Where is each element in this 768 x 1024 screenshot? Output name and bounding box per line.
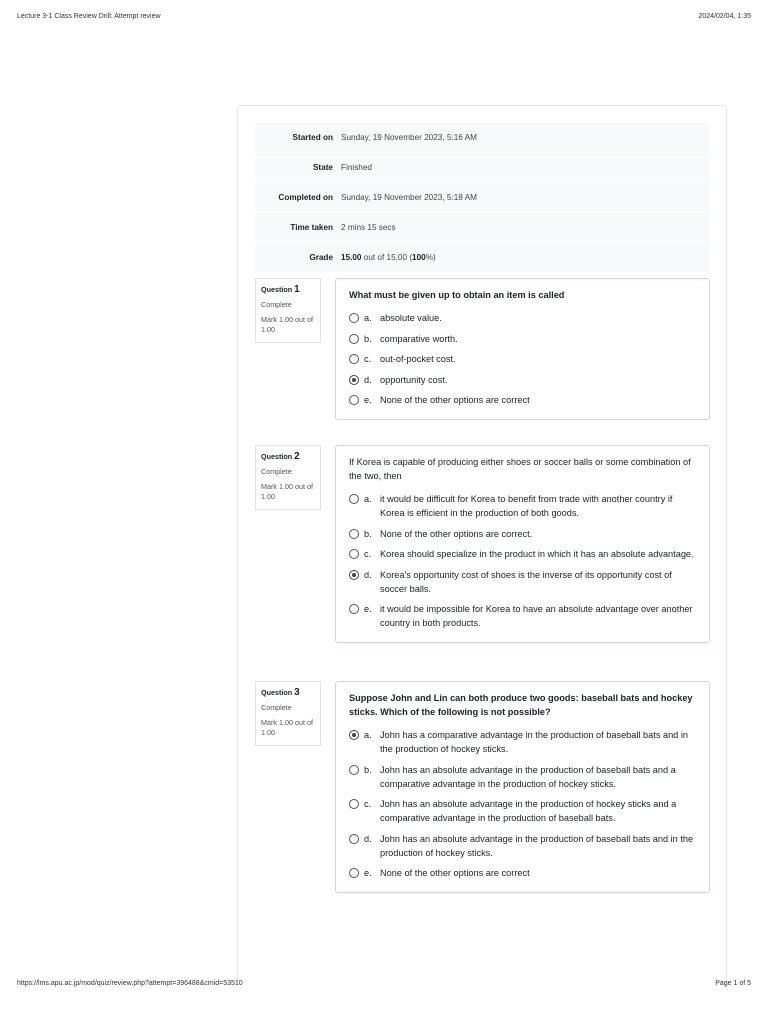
answer-text: Korea should specialize in the product in which it has an absolute advantage. (380, 549, 694, 559)
radio-button[interactable] (349, 834, 359, 844)
answer-option[interactable] (349, 832, 696, 860)
question-label: Question (261, 285, 295, 294)
answer-letter: e. (364, 868, 372, 878)
question-number-line (261, 686, 315, 701)
answer-letter: e. (364, 395, 372, 405)
question-mark: Mark 1.00 out of 1.00 (261, 314, 313, 335)
answer-text: John has an absolute advantage in the production of baseball bats and in the production of hockey sticks. (380, 833, 694, 858)
attempt-summary-table (255, 122, 710, 272)
answer-text: None of the other options are correct (380, 395, 530, 405)
summary-row-state (255, 152, 710, 182)
question-number: 2 (294, 451, 300, 462)
question-text: Suppose John and Lin can both produce two goods: baseball bats and hockey sticks. Which of the following is not possible? (349, 693, 693, 717)
answer-text: absolute value. (380, 313, 442, 323)
question-state: Complete (261, 702, 292, 712)
answer-option[interactable] (349, 547, 696, 561)
radio-button[interactable] (349, 765, 359, 775)
state-label: State (312, 163, 333, 172)
answer-option[interactable] (349, 568, 696, 596)
completed-label: Completed on (278, 193, 333, 202)
answer-letter: d. (364, 833, 372, 844)
answer-letter: a. (364, 494, 372, 504)
question-label: Question (261, 452, 295, 461)
question-number: 3 (294, 687, 300, 698)
question-number: 1 (294, 284, 300, 295)
answer-option[interactable] (349, 602, 696, 630)
answer-option[interactable] (349, 527, 696, 541)
question-state: Complete (261, 466, 292, 476)
radio-button[interactable] (349, 529, 359, 539)
question-content-1 (335, 278, 710, 420)
started-label: Started on (292, 133, 333, 142)
grade-percent-sign: %) (425, 253, 436, 262)
radio-button[interactable] (349, 604, 359, 614)
answer-option[interactable] (349, 797, 696, 825)
print-page-number: Page 1 of 5 (715, 980, 751, 987)
grade-score: 15.00 (341, 253, 362, 262)
radio-button-selected[interactable] (349, 730, 359, 740)
answer-letter: b. (364, 528, 372, 539)
answer-option[interactable] (349, 728, 696, 756)
question-number-line (261, 283, 315, 298)
answer-text: None of the other options are correct (380, 868, 530, 878)
answer-text: Korea's opportunity cost of shoes is the inverse of its opportunity cost of soccer balls. (380, 569, 672, 594)
answer-letter: b. (364, 333, 372, 344)
radio-button[interactable] (349, 799, 359, 809)
answer-text: out-of-pocket cost. (380, 354, 456, 364)
answer-option[interactable] (349, 373, 696, 387)
answer-option[interactable] (349, 352, 696, 366)
state-value: Finished (341, 163, 372, 172)
radio-button[interactable] (349, 549, 359, 559)
question-number-line (261, 450, 315, 465)
summary-row-grade (255, 242, 710, 272)
summary-row-started (255, 122, 710, 152)
question-state: Complete (261, 299, 292, 309)
answer-list (349, 728, 696, 880)
radio-button[interactable] (349, 334, 359, 344)
question-mark: Mark 1.00 out of 1.00 (261, 717, 313, 738)
radio-button[interactable] (349, 354, 359, 364)
question-info-3 (255, 681, 321, 746)
started-value: Sunday, 19 November 2023, 5:16 AM (341, 133, 477, 142)
question-info-2 (255, 445, 321, 510)
answer-text: None of the other options are correct. (380, 528, 533, 539)
grade-out-of: out of 15.00 ( (361, 253, 413, 262)
answer-option[interactable] (349, 763, 696, 791)
radio-button[interactable] (349, 395, 359, 405)
answer-option[interactable] (349, 311, 696, 325)
print-header (17, 13, 751, 20)
answer-text: John has a comparative advantage in the production of baseball bats and in the production of hockey sticks. (380, 730, 688, 754)
time-taken-value: 2 mins 15 secs (341, 223, 396, 232)
answer-text: comparative worth. (380, 333, 458, 344)
answer-letter: c. (364, 549, 372, 559)
question-info-1 (255, 278, 321, 343)
radio-button-selected[interactable] (349, 375, 359, 385)
radio-button[interactable] (349, 494, 359, 504)
answer-letter: d. (364, 569, 372, 580)
summary-row-completed (255, 182, 710, 212)
answer-option[interactable] (349, 492, 696, 520)
time-taken-label: Time taken (290, 223, 333, 232)
answer-list (349, 492, 696, 630)
answer-letter: e. (364, 604, 372, 614)
print-footer (17, 980, 751, 987)
answer-letter: b. (364, 764, 372, 775)
grade-value (341, 253, 436, 262)
answer-letter: a. (364, 730, 372, 740)
question-text: What must be given up to obtain an item is called (349, 290, 565, 300)
answer-option[interactable] (349, 866, 696, 880)
print-page-title: Lecture 3-1 Class Review Drill: Attempt review (17, 13, 161, 20)
question-content-2 (335, 445, 710, 643)
answer-option[interactable] (349, 332, 696, 346)
print-date: 2024/02/04, 1:35 (698, 13, 751, 20)
question-label: Question (261, 688, 295, 697)
answer-text: John has an absolute advantage in the production of baseball bats and a comparative advantage in the production of hockey sticks. (380, 764, 676, 789)
summary-row-time (255, 212, 710, 242)
answer-letter: c. (364, 354, 372, 364)
question-text: If Korea is capable of producing either shoes or soccer balls or some combination of the two, then (349, 457, 691, 481)
grade-percent: 100 (412, 253, 426, 262)
answer-text: John has an absolute advantage in the production of hockey sticks and a comparative advantage in the production of baseball bats. (380, 799, 677, 823)
answer-text: it would be difficult for Korea to benefit from trade with another country if Korea is efficient in the production of both goods. (380, 494, 673, 518)
radio-button[interactable] (349, 313, 359, 323)
radio-button[interactable] (349, 868, 359, 878)
answer-letter: a. (364, 313, 372, 323)
radio-button-selected[interactable] (349, 570, 359, 580)
answer-letter: c. (364, 799, 372, 809)
question-content-3 (335, 681, 710, 893)
answer-list (349, 311, 696, 407)
print-url: https://lms.apu.ac.jp/mod/quiz/review.php?attempt=396488&cmid=53510 (17, 980, 243, 987)
completed-value: Sunday, 19 November 2023, 5:18 AM (341, 193, 477, 202)
answer-text: opportunity cost. (380, 374, 448, 385)
question-mark: Mark 1.00 out of 1.00 (261, 481, 313, 502)
answer-option[interactable] (349, 393, 696, 407)
grade-label: Grade (309, 253, 333, 262)
answer-text: it would be impossible for Korea to have an absolute advantage over another country in both products. (380, 604, 693, 628)
answer-letter: d. (364, 374, 372, 385)
